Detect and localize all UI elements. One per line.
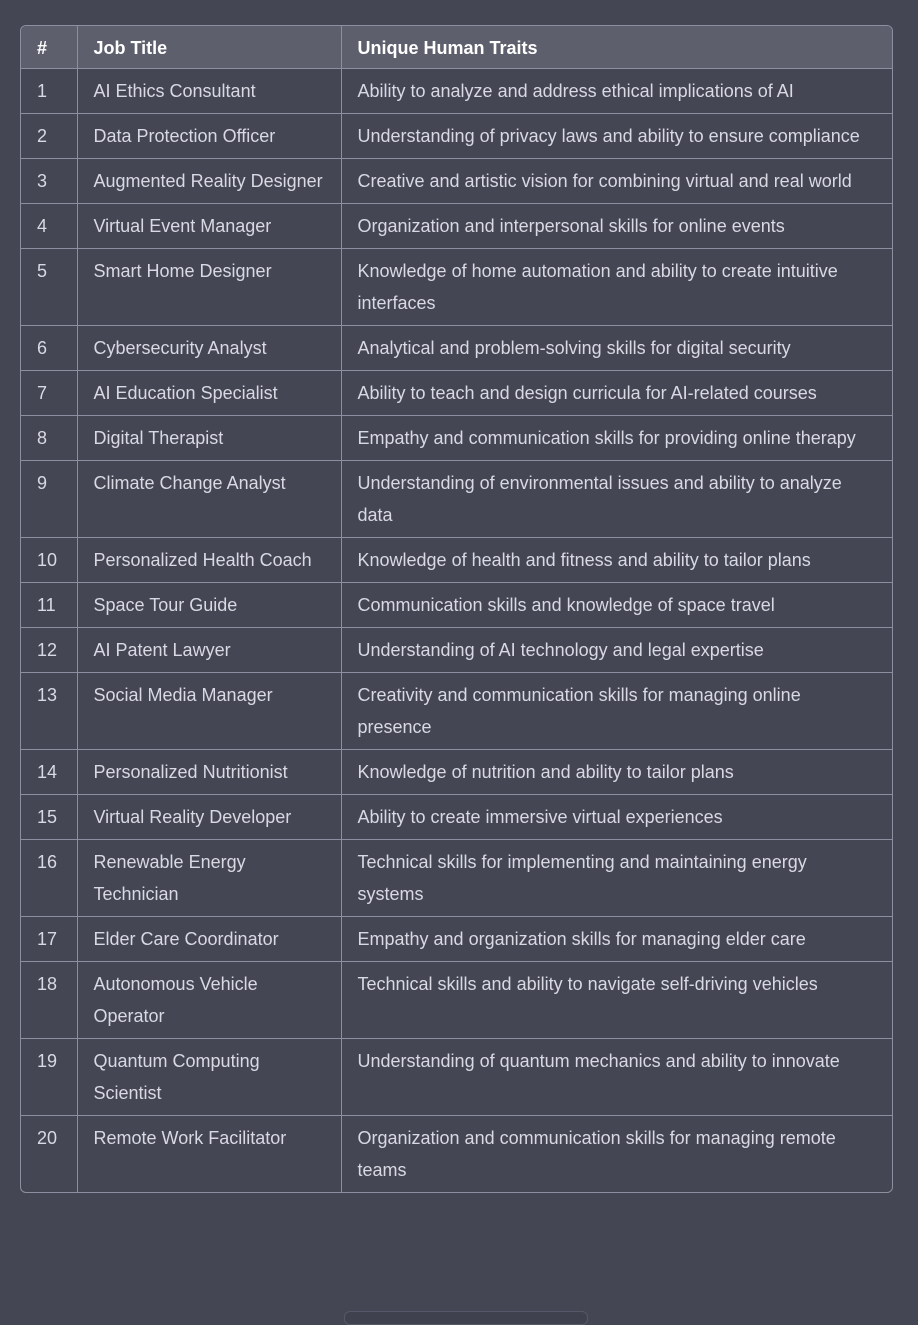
table-row [21,371,892,416]
cell-number: 6 [21,326,77,371]
cell-number: 17 [21,917,77,962]
cell-traits: Knowledge of home automation and ability to create intuitive interfaces [341,249,892,326]
cell-job-title: Autonomous Vehicle Operator [77,962,341,1039]
column-header-traits: Unique Human Traits [341,26,892,69]
cell-number: 20 [21,1116,77,1193]
cell-traits: Technical skills and ability to navigate self-driving vehicles [341,962,892,1039]
cell-number: 3 [21,159,77,204]
cell-number: 15 [21,795,77,840]
cell-job-title: Personalized Health Coach [77,538,341,583]
cell-traits: Empathy and organization skills for managing elder care [341,917,892,962]
cell-job-title: Digital Therapist [77,416,341,461]
table-row [21,326,892,371]
table-header-row [21,26,892,69]
cell-traits: Analytical and problem-solving skills for digital security [341,326,892,371]
table-row [21,114,892,159]
cell-number: 14 [21,750,77,795]
table-row [21,538,892,583]
cell-job-title: Climate Change Analyst [77,461,341,538]
table-row [21,750,892,795]
table-row [21,917,892,962]
table-row [21,673,892,750]
cell-number: 10 [21,538,77,583]
table-row [21,1116,892,1193]
cell-number: 11 [21,583,77,628]
cell-number: 8 [21,416,77,461]
cell-traits: Understanding of environmental issues and ability to analyze data [341,461,892,538]
cell-job-title: Renewable Energy Technician [77,840,341,917]
cell-number: 5 [21,249,77,326]
cell-job-title: AI Ethics Consultant [77,69,341,114]
cell-traits: Ability to teach and design curricula for AI-related courses [341,371,892,416]
column-header-job-title: Job Title [77,26,341,69]
cell-traits: Ability to create immersive virtual experiences [341,795,892,840]
cell-job-title: Remote Work Facilitator [77,1116,341,1193]
table-row [21,962,892,1039]
cell-job-title: Cybersecurity Analyst [77,326,341,371]
cell-number: 18 [21,962,77,1039]
cell-number: 13 [21,673,77,750]
job-table [21,26,892,1192]
cell-number: 2 [21,114,77,159]
cell-job-title: Augmented Reality Designer [77,159,341,204]
cell-traits: Understanding of AI technology and legal expertise [341,628,892,673]
regenerate-button[interactable] [344,1311,588,1325]
cell-number: 19 [21,1039,77,1116]
cell-traits: Creativity and communication skills for managing online presence [341,673,892,750]
cell-traits: Organization and interpersonal skills for online events [341,204,892,249]
cell-job-title: Data Protection Officer [77,114,341,159]
table-row [21,628,892,673]
cell-job-title: Quantum Computing Scientist [77,1039,341,1116]
cell-job-title: Social Media Manager [77,673,341,750]
table-row [21,416,892,461]
cell-number: 12 [21,628,77,673]
table-body [21,69,892,1193]
cell-traits: Empathy and communication skills for providing online therapy [341,416,892,461]
cell-job-title: AI Education Specialist [77,371,341,416]
column-header-number: # [21,26,77,69]
cell-job-title: Space Tour Guide [77,583,341,628]
cell-job-title: Virtual Reality Developer [77,795,341,840]
cell-job-title: AI Patent Lawyer [77,628,341,673]
cell-number: 1 [37,81,48,101]
cell-number: 4 [21,204,77,249]
cell-number: 9 [21,461,77,538]
table-header [21,26,892,69]
cell-traits: Understanding of quantum mechanics and ability to innovate [341,1039,892,1116]
cell-number: 16 [21,840,77,917]
cell-traits: Organization and communication skills for managing remote teams [341,1116,892,1193]
cell-traits: Knowledge of nutrition and ability to tailor plans [341,750,892,795]
cell-traits: Understanding of privacy laws and ability to ensure compliance [341,114,892,159]
table-row [21,583,892,628]
cell-job-title: Virtual Event Manager [77,204,341,249]
table-row [21,204,892,249]
cell-traits: Communication skills and knowledge of space travel [341,583,892,628]
table-row [21,461,892,538]
table-row [21,249,892,326]
cell-traits: Ability to analyze and address ethical implications of AI [341,69,892,114]
cell-job-title: Personalized Nutritionist [77,750,341,795]
table-row [21,795,892,840]
table-row [21,69,892,114]
cell-number: 7 [21,371,77,416]
cell-traits: Technical skills for implementing and maintaining energy systems [341,840,892,917]
table-row [21,159,892,204]
table-row [21,840,892,917]
cell-job-title: Smart Home Designer [77,249,341,326]
table-row [21,1039,892,1116]
cell-traits: Knowledge of health and fitness and ability to tailor plans [341,538,892,583]
cell-traits: Creative and artistic vision for combining virtual and real world [341,159,892,204]
job-table-container [20,25,893,1193]
cell-job-title: Elder Care Coordinator [77,917,341,962]
